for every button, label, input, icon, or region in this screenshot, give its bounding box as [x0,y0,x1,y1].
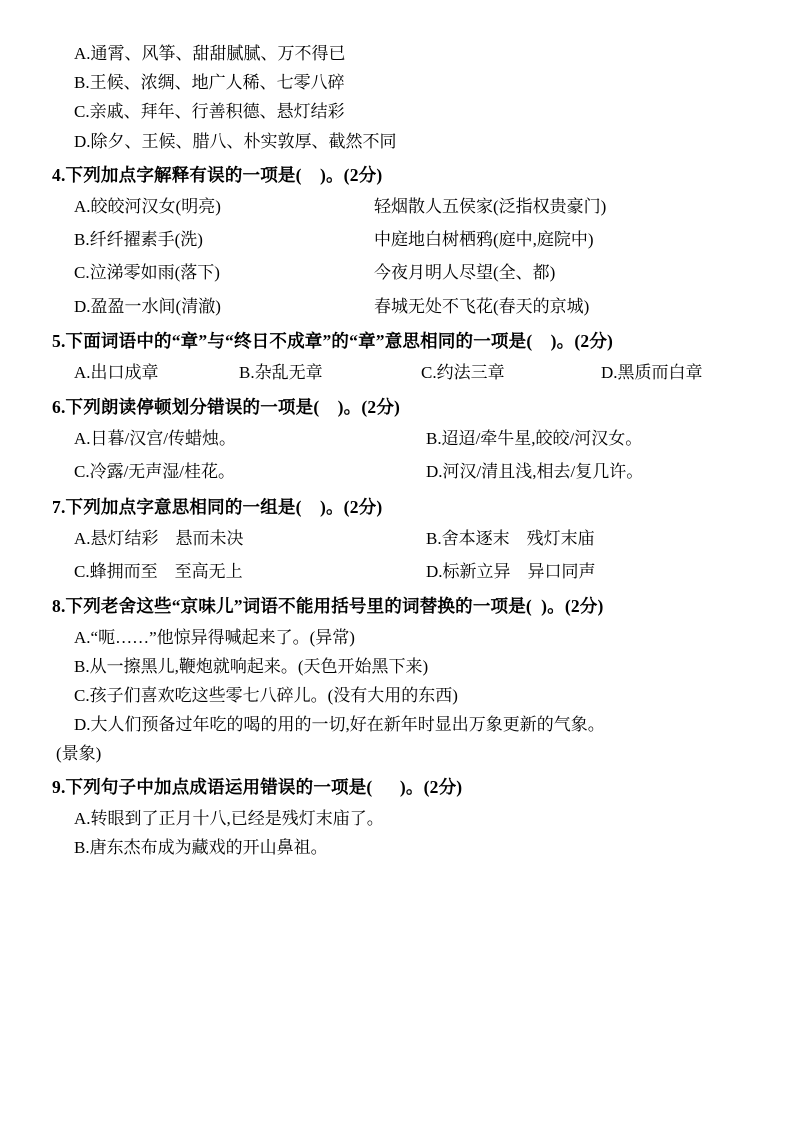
question-4-row [52,192,747,221]
question-8-stem: 8.下列老舍这些“京味儿”词语不能用括号里的词替换的一项是( )。(2分) [52,596,604,617]
option-a: A.出口成章 [74,362,159,382]
question-7-stem: 7.下列加点字意思相同的一组是( )。(2分) [52,496,383,517]
question-6-stem: 6.下列朗读停顿划分错误的一项是( )。(2分) [52,397,401,418]
option-line: B.王候、浓绸、地广人稀、七零八碎 [74,73,345,93]
question-4-row [52,258,747,287]
question-7-row [52,557,747,587]
option-line: D.除夕、王候、腊八、朴实敦厚、截然不同 [74,131,397,151]
option-line: A.“呃……”他惊异得喊起来了。(异常) [74,627,355,647]
question-4-row [52,225,747,254]
option-line: C.孩子们喜欢吃这些零七八碎儿。(没有大用的东西) [74,685,458,705]
option-line: A.通霄、风筝、甜甜腻腻、万不得已 [74,44,346,63]
question-6-row [52,424,747,454]
option-b: B.杂乱无章 [239,362,323,382]
option-line: C.亲戚、拜年、行善积德、悬灯结彩 [74,102,345,122]
option-d: D.黑质而白章 [601,362,703,382]
question-7 [52,494,747,587]
option-left: B.纤纤擢素手(洗) [74,230,203,250]
option-line: B.唐东杰布成为藏戏的开山鼻祖。 [74,837,328,857]
option-left: C.泣涕零如雨(落下) [74,263,220,283]
option-right: B.舍本逐末 残灯末庙 [426,528,595,548]
option-left: C.蜂拥而至 至高无上 [74,561,243,581]
question-7-row [52,524,747,554]
option-continuation: (景象) [56,744,102,764]
question-4-row [52,292,747,321]
question-4-stem: 4.下列加点字解释有误的一项是( )。(2分) [52,164,383,185]
option-right: D.河汉/清且浅,相去/复几许。 [426,462,644,482]
question-5-options [52,358,747,387]
option-left: A.日暮/汉宫/传蜡烛。 [74,429,236,449]
option-left: C.冷露/无声湿/桂花。 [74,462,236,482]
option-right: 春城无处不飞花(春天的京城) [374,296,590,316]
question-5-stem: 5.下面词语中的“章”与“终日不成章”的“章”意思相同的一项是( )。(2分) [52,330,614,351]
question-5 [52,328,747,387]
option-line: B.从一擦黑儿,鞭炮就响起来。(天色开始黑下来) [74,656,429,676]
option-left: A.悬灯结彩 悬而未决 [74,528,244,548]
question-8 [52,593,747,767]
question-4 [52,162,747,321]
top-options-group [52,40,747,155]
option-right: 中庭地白树栖鸦(庭中,庭院中) [374,230,594,250]
option-line: D.大人们预备过年吃的喝的用的一切,好在新年时显出万象更新的气象。 [74,715,605,735]
question-6 [52,394,747,487]
option-left: D.盈盈一水间(清澈) [74,296,221,316]
option-right: D.标新立异 异口同声 [426,561,596,581]
option-right: 轻烟散人五侯家(泛指权贵豪门) [374,196,607,216]
option-right: 今夜月明人尽望(全、都) [374,263,556,283]
option-left: A.皎皎河汉女(明亮) [74,196,221,216]
question-9-stem: 9.下列句子中加点成语运用错误的一项是( )。(2分) [52,777,463,798]
question-9 [52,774,747,861]
option-line: A.转眼到了正月十八,已经是残灯末庙了。 [74,808,384,828]
question-6-row [52,457,747,487]
option-c: C.约法三章 [421,362,505,382]
option-right: B.迢迢/牵牛星,皎皎/河汉女。 [426,429,643,449]
